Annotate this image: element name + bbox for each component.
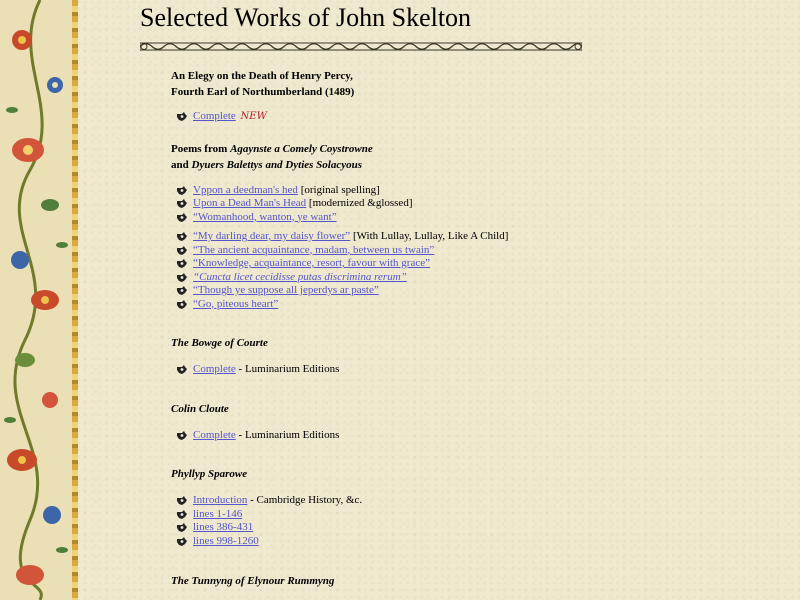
list-item (171, 110, 771, 124)
heading-text: Phyllyp Sparowe (171, 468, 248, 480)
list-item (171, 508, 771, 522)
list-item (171, 197, 771, 211)
poem-link[interactable]: “Though ye suppose all jeperdys ar paste” (193, 284, 379, 296)
list-item (171, 429, 771, 443)
list-item (171, 363, 771, 377)
section-elynour (171, 573, 771, 589)
hand-pointer-icon (176, 509, 188, 520)
hand-pointer-icon (176, 258, 188, 269)
list-item (171, 211, 771, 225)
link-list (171, 429, 771, 443)
hand-pointer-icon (176, 111, 188, 122)
poem-link[interactable]: “Knowledge, acquaintance, resort, favour with grace” (193, 257, 430, 269)
link-note: - Luminarium Editions (238, 363, 340, 375)
list-item (171, 535, 771, 549)
hand-pointer-icon (176, 522, 188, 533)
gold-border-strip (72, 0, 78, 600)
hand-pointer-icon (176, 495, 188, 506)
section-heading (171, 573, 771, 589)
hand-pointer-icon (176, 212, 188, 223)
new-badge: NEW (240, 111, 267, 122)
list-item (171, 494, 771, 508)
list-item (171, 244, 771, 258)
hand-pointer-icon (176, 185, 188, 196)
complete-link[interactable]: Complete (193, 428, 236, 441)
complete-link[interactable]: Complete (193, 363, 236, 375)
section-heading (171, 401, 771, 417)
poem-link[interactable]: “The ancient acquaintance, madam, between us twain” (193, 243, 435, 256)
section-elegy (171, 68, 771, 124)
link-list (171, 494, 771, 548)
heading-text: The Bowge of Courte (171, 337, 268, 349)
section-poems (171, 141, 771, 312)
heading-line: An Elegy on the Death of Henry Percy, (171, 70, 353, 82)
hand-pointer-icon (176, 364, 188, 375)
link-list (171, 363, 771, 377)
link-note: [With Lullay, Lullay, Like A Child] (352, 230, 509, 242)
poem-link[interactable]: “Go, piteous heart” (193, 297, 279, 310)
lines-link[interactable]: lines 998-1260 (193, 534, 259, 547)
heading-text: Agaynste a Comely Coystrowne (230, 142, 373, 155)
heading-text: Poems from (171, 142, 228, 155)
list-item (171, 257, 771, 271)
section-heading (171, 141, 771, 173)
link-note: - Luminarium Editions (238, 428, 340, 441)
section-heading (171, 466, 771, 482)
hand-pointer-icon (176, 430, 188, 441)
list-item (171, 298, 771, 312)
section-heading (171, 68, 771, 100)
section-heading (171, 335, 771, 351)
heading-text: The Tunnyng of Elynour Rummyng (171, 575, 335, 587)
works-list (171, 68, 771, 589)
link-list (171, 230, 771, 311)
list-item (171, 230, 771, 244)
poem-link[interactable]: “My darling dear, my daisy flower” (193, 230, 351, 242)
link-note: - Cambridge History, &c. (250, 494, 363, 506)
hand-pointer-icon (176, 536, 188, 547)
section-colin (171, 401, 771, 443)
link-list (171, 184, 771, 225)
list-item (171, 184, 771, 198)
link-list (171, 110, 771, 124)
list-item (171, 284, 771, 298)
complete-link[interactable]: Complete (193, 110, 236, 122)
lines-link[interactable]: lines 1-146 (193, 507, 243, 520)
hand-pointer-icon (176, 272, 188, 283)
heading-text: Dyuers Balettys and Dyties Solacyous (191, 158, 362, 171)
introduction-link[interactable]: Introduction (193, 494, 248, 506)
poem-link[interactable]: Upon a Dead Man's Head (193, 197, 307, 209)
hand-pointer-icon (176, 231, 188, 242)
hand-pointer-icon (176, 245, 188, 256)
decorative-border (0, 0, 78, 600)
poem-link[interactable]: “Cuncta licet cecidisse putas discrimina rerum” (193, 270, 407, 283)
section-phyllyp (171, 466, 771, 548)
heading-line: Fourth Earl of Northumberland (1489) (171, 86, 355, 98)
page-title: Selected Works of John Skelton (140, 3, 472, 32)
hand-pointer-icon (176, 198, 188, 209)
link-note: [modernized &glossed] (308, 197, 413, 209)
heading-text: Colin Cloute (171, 402, 229, 415)
section-bowge (171, 335, 771, 377)
celtic-knot-divider (140, 41, 582, 52)
floral-border-art (0, 0, 78, 600)
hand-pointer-icon (176, 285, 188, 296)
poem-link[interactable]: “Womanhood, wanton, ye want” (193, 210, 337, 223)
list-item (171, 271, 771, 285)
poem-link[interactable]: Vppon a deedman's hed (193, 183, 298, 196)
heading-text: and (171, 158, 189, 171)
lines-link[interactable]: lines 386-431 (193, 521, 254, 533)
hand-pointer-icon (176, 299, 188, 310)
list-item (171, 521, 771, 535)
link-note: [original spelling] (300, 183, 380, 196)
